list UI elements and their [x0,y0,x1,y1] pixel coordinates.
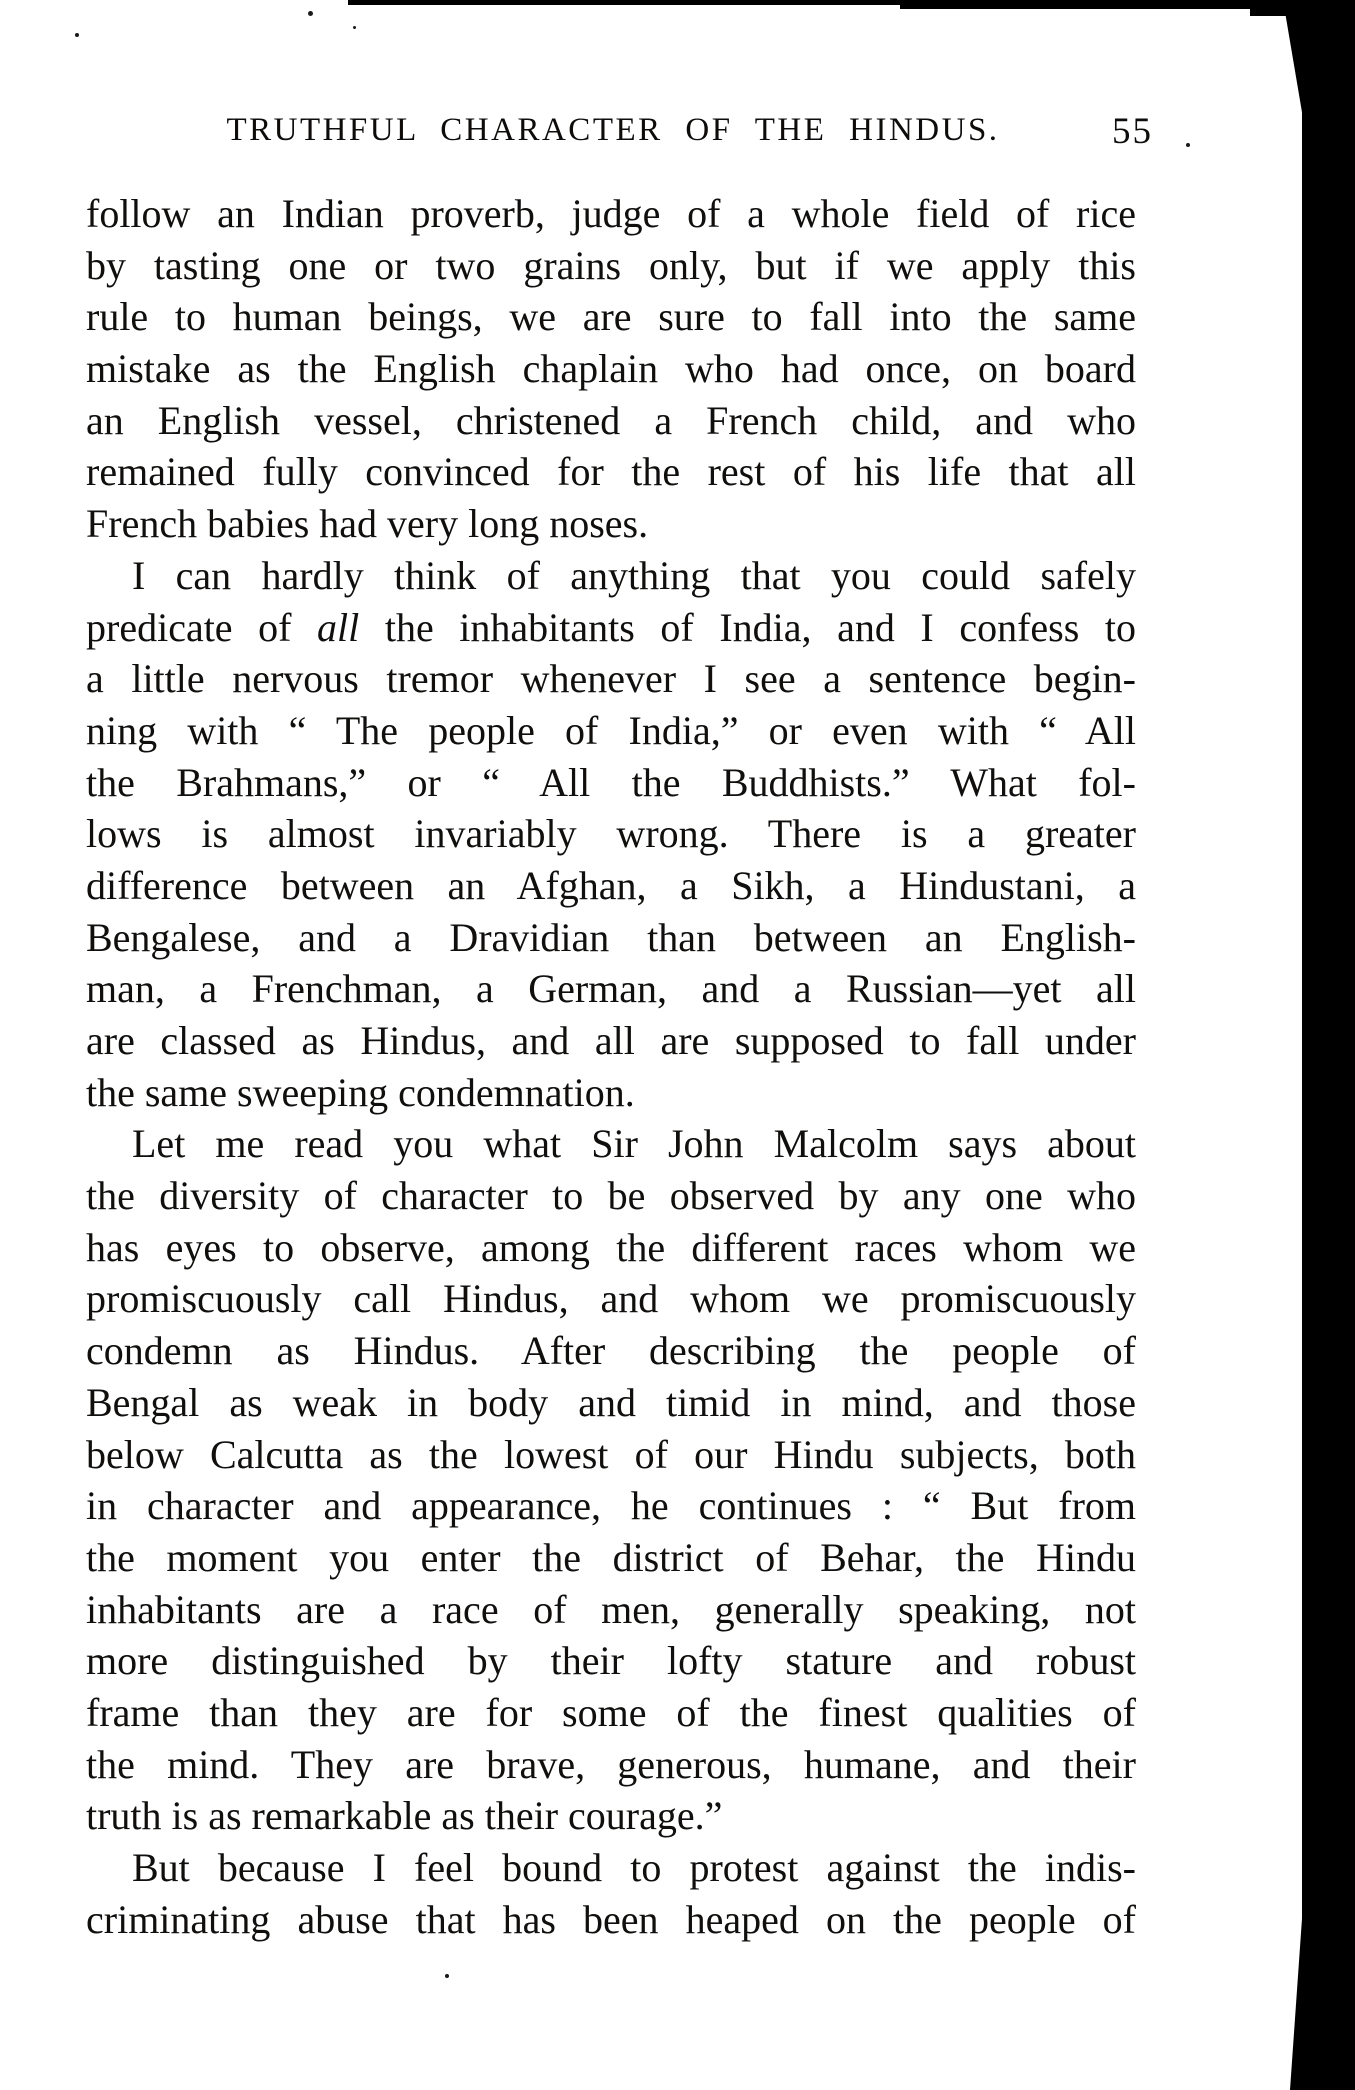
paragraph [86,550,1136,1119]
text-line: mistake as the English chaplain who had once, on board [86,346,1136,392]
text-line: below Calcutta as the lowest of our Hindu subjects, both [86,1431,1136,1477]
text-line: a little nervous tremor whenever I see a sentence begin- [86,656,1136,702]
text-line: But because I feel bound to protest against the indis- [132,1845,1136,1890]
paragraph [86,188,1136,550]
scan-artifact-right-edge [1302,0,1355,2090]
text-line: inhabitants are a race of men, generally speaking, not [86,1586,1136,1632]
text-line: follow an Indian proverb, judge of a whole field of rice [86,191,1136,236]
text-line: the mind. They are brave, generous, humane, and their [86,1741,1136,1787]
text-line: predicate of all the inhabitants of India, and I confess to [86,604,1136,650]
text-line: criminating abuse that has been heaped on the people of [86,1896,1136,1942]
scan-artifact-right-edge-bottom [1290,1890,1304,2090]
text-line: the moment you enter the district of Behar, the Hindu [86,1534,1136,1580]
paragraph [86,1118,1136,1842]
scan-speck [1186,143,1190,147]
text-line: in character and appearance, he continues : “ But from [86,1483,1136,1529]
text-line: by tasting one or two grains only, but if we apply this [86,242,1136,288]
scan-speck [308,11,313,16]
text-line: more distinguished by their lofty stature and robust [86,1638,1136,1684]
scan-speck [353,26,356,29]
text-line: Bengalese, and a Dravidian than between an English- [86,914,1136,960]
scan-speck [75,33,79,37]
text-line: are classed as Hindus, and all are supposed to fall under [86,1018,1136,1063]
paragraph [86,1842,1136,1945]
scan-artifact-top-edge [348,0,908,5]
text-line: an English vessel, christened a French child, and who [86,397,1136,443]
running-header [85,111,1153,160]
text-line: I can hardly think of anything that you could safely [132,552,1136,598]
text-line: French babies had very long noses. [86,501,649,547]
text-line: condemn as Hindus. After describing the people of [86,1328,1136,1374]
text-line: promiscuously call Hindus, and whom we promiscuously [86,1276,1136,1322]
text-line: rule to human beings, we are sure to fall into the same [86,294,1136,340]
page-title: TRUTHFUL CHARACTER OF THE HINDUS. [226,112,1000,148]
italic-text: all [317,604,360,650]
text-line: has eyes to observe, among the different races whom we [86,1224,1136,1270]
text-line: difference between an Afghan, a Sikh, a Hindustani, a [86,862,1136,908]
text-line: lows is almost invariably wrong. There is a greater [86,811,1136,857]
scan-speck [445,1974,449,1978]
text-line: the same sweeping condemnation. [86,1069,635,1115]
text-line: ning with “ The people of India,” or even with “ All [86,707,1136,753]
page-number: 55 [1112,111,1153,152]
text-line: man, a Frenchman, a German, and a Russian—yet all [86,966,1136,1012]
text-line: truth is as remarkable as their courage.” [86,1793,723,1839]
page-body-text [86,188,1136,1945]
text-line: the diversity of character to be observed by any one who [86,1173,1136,1219]
text-line: Let me read you what Sir John Malcolm says about [132,1121,1136,1167]
text-line: Bengal as weak in body and timid in mind, and those [86,1379,1136,1425]
text-line: the Brahmans,” or “ All the Buddhists.” What fol- [86,759,1136,805]
text-line: remained fully convinced for the rest of his life that all [86,449,1136,495]
text-line: frame than they are for some of the finest qualities of [86,1689,1136,1735]
